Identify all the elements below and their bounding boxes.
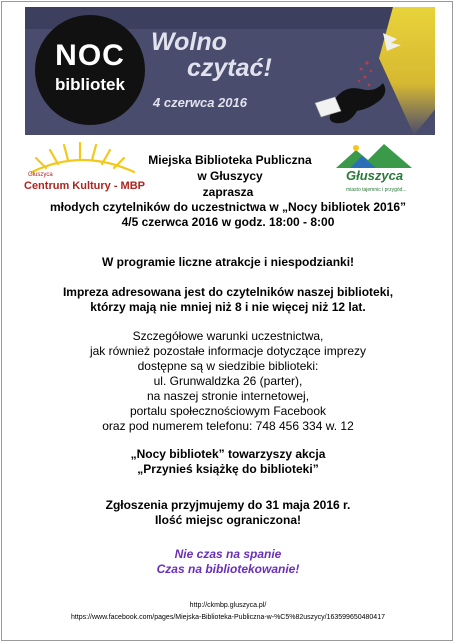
- noc-logo-line1: NOC: [55, 39, 125, 72]
- details-line: jak również pozostałe informacje dotyczące imprezy: [89, 344, 367, 358]
- invitation-text: [2, 185, 453, 230]
- registration-deadline: [2, 498, 453, 528]
- slogan-line2: Czas na bibliotekowanie!: [156, 562, 300, 576]
- program-text: W programie liczne atrakcje i niespodzianki!: [101, 255, 355, 269]
- closing-slogan: [2, 547, 453, 577]
- invite-line3: 4/5 czerwca 2016 w godz. 18:00 - 8:00: [121, 215, 335, 229]
- noc-logo-line2: bibliotek: [55, 75, 125, 94]
- noc-bibliotek-logo: [35, 15, 145, 125]
- reading-figure-illustration: [295, 29, 425, 133]
- right-logo-label: Głuszyca: [346, 168, 404, 183]
- banner-slogan: [151, 29, 272, 81]
- details-line: ul. Grunwaldzka 26 (parter),: [153, 374, 303, 388]
- library-name-line1: Miejska Biblioteka Publiczna: [148, 153, 312, 167]
- left-logo-label: Centrum Kultury - MBP: [24, 180, 145, 192]
- left-logo-town: Głuszyca: [28, 172, 53, 178]
- links: [2, 600, 453, 624]
- website-link[interactable]: http://ckmbp.gluszyca.pl/: [189, 602, 267, 609]
- audience-text: [2, 285, 453, 315]
- library-name-line2: w Głuszycy: [197, 169, 263, 183]
- banner-date: 4 czerwca 2016: [153, 95, 247, 110]
- invite-line2: młodych czytelników do uczestnictwa w „Nocy bibliotek 2016”: [49, 200, 407, 214]
- details-line: dostępne są w siedzibie biblioteki:: [137, 359, 319, 373]
- book-action-text: [2, 447, 453, 477]
- details-line: Szczegółowe warunki uczestnictwa,: [132, 329, 324, 343]
- banner: [25, 7, 435, 135]
- poster-page: [1, 1, 453, 641]
- deadline-line2: Ilość miejsc ograniczona!: [154, 513, 302, 527]
- audience-line1: Impreza adresowana jest do czytelników naszej biblioteki,: [62, 285, 394, 299]
- action-line2: „Przynieś książkę do biblioteki”: [137, 462, 319, 476]
- details-text: [2, 329, 453, 434]
- audience-line2: którzy mają nie mniej niż 8 i nie więcej niż 12 lat.: [90, 300, 366, 314]
- right-logo-subtitle: miasto tajemnic i przygód...: [346, 187, 407, 193]
- bird-icon: [383, 33, 401, 51]
- facebook-link[interactable]: https://www.facebook.com/pages/Miejska-Biblioteka-Publiczna-w-%C5%82uszycy/163599650480417: [70, 614, 385, 621]
- invite-line1: zaprasza: [202, 185, 254, 199]
- details-line: oraz pod numerem telefonu: 748 456 334 w. 12: [102, 419, 354, 433]
- details-line: portalu społecznościowym Facebook: [129, 404, 327, 418]
- action-line1: „Nocy bibliotek” towarzyszy akcja: [130, 447, 326, 461]
- library-name: [122, 152, 338, 184]
- details-line: na naszej stronie internetowej,: [146, 389, 310, 403]
- slogan-line1: Nie czas na spanie: [174, 547, 282, 561]
- banner-slogan-line1: Wolno: [151, 28, 227, 56]
- deadline-line1: Zgłoszenia przyjmujemy do 31 maja 2016 r.: [105, 498, 351, 512]
- banner-slogan-line2: czytać!: [187, 54, 272, 82]
